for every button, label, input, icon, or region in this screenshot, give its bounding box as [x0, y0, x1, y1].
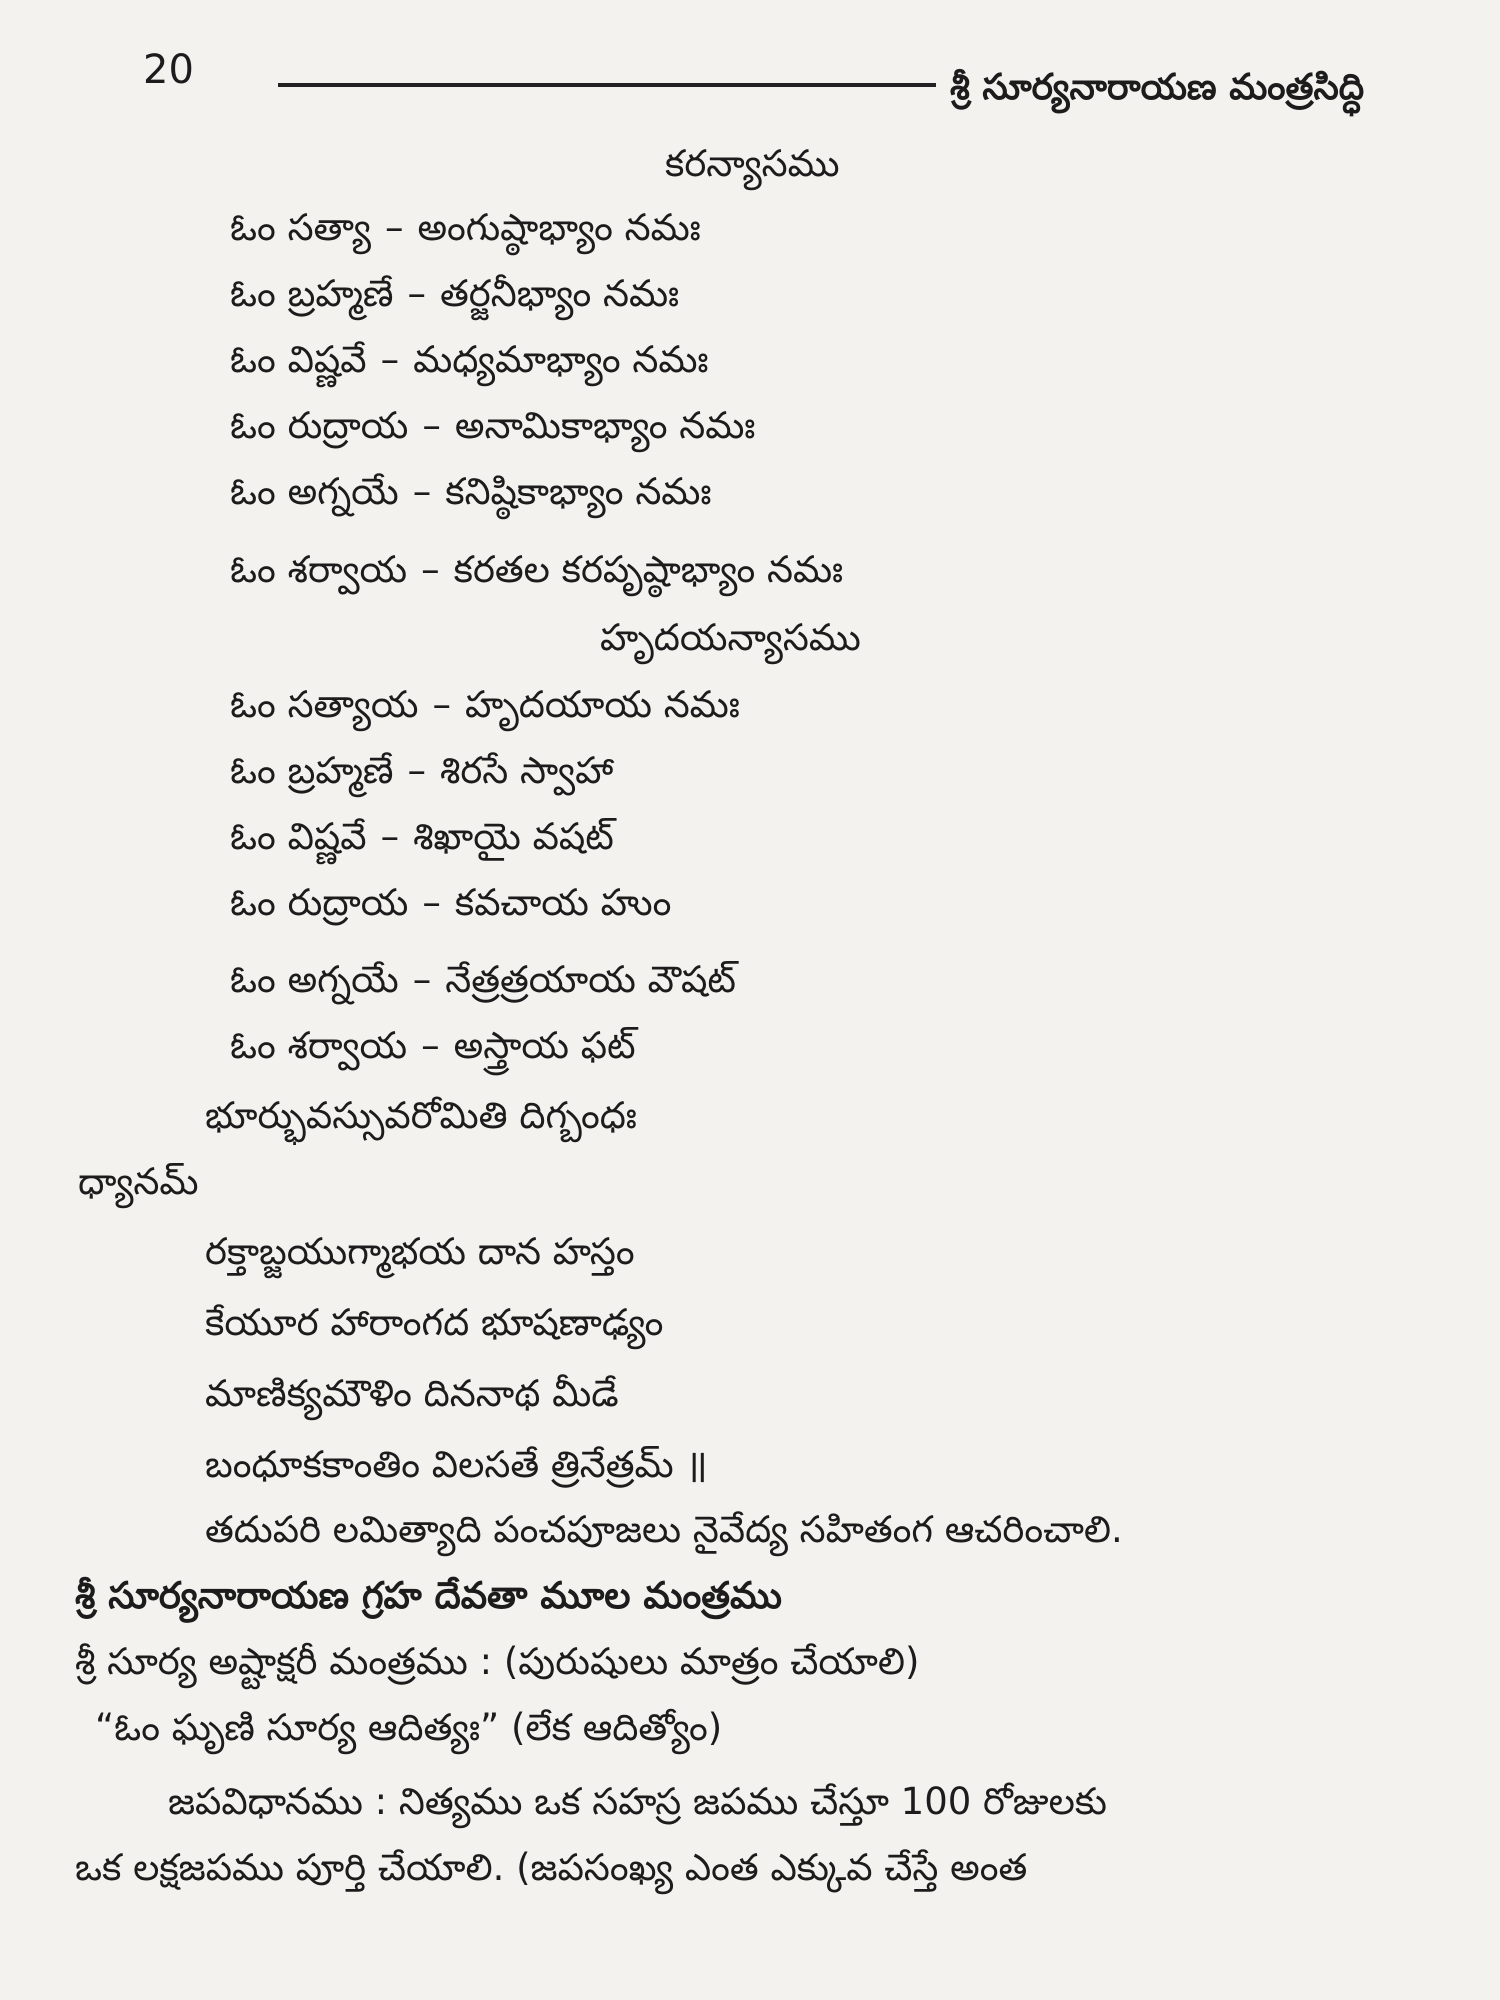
hridayanyasa-line — [230, 1018, 636, 1074]
karanyasa-heading: కరన్యాసము — [665, 142, 840, 185]
karanyasa-line — [230, 398, 755, 454]
hridayanyasa-right: కవచాయ హుం — [454, 881, 672, 924]
dash: – — [421, 1024, 440, 1067]
karanyasa-line — [230, 200, 701, 256]
dash: – — [412, 470, 432, 513]
header-rule — [278, 83, 936, 87]
dash: – — [412, 958, 432, 1001]
karanyasa-right: అనామికాభ్యాం నమః — [454, 404, 756, 447]
dhyanam-verse: బంధూకకాంతిం విలసతే త్రినేత్రమ్ ॥ — [205, 1443, 708, 1486]
japa-line-1: జపవిధానము : నిత్యము ఒక సహస్ర జపము చేస్తూ 100 రోజులకు — [168, 1780, 1107, 1823]
japa-line-2: ఒక లక్షజపము పూర్తి చేయాలి. (జపసంఖ్య ఎంత ఎక్కువ చేస్తే అంత — [75, 1846, 1028, 1889]
dash: – — [421, 548, 440, 591]
karanyasa-left: ఓం శర్వాయ — [230, 548, 408, 591]
dhyanam-verse: కేయూర హారాంగద భూషణాఢ్యం — [205, 1301, 664, 1344]
hridayanyasa-left: ఓం అగ్నయే — [230, 958, 399, 1001]
karanyasa-right: కనిష్ఠికాభ్యాం నమః — [445, 470, 712, 513]
digbandha-line: భూర్భువస్సువరోమితి దిగ్బంధః — [205, 1094, 637, 1137]
page-header — [0, 40, 1500, 130]
running-title: శ్రీ సూర్యనారాయణ మంత్రసిద్ధి — [950, 67, 1365, 108]
dash: – — [407, 272, 426, 315]
hridayanyasa-left: ఓం సత్యాయ — [230, 683, 419, 726]
hridayanyasa-left: ఓం రుద్రాయ — [230, 881, 409, 924]
hridayanyasa-line — [230, 809, 614, 865]
karanyasa-right: కరతల కరపృష్ఠాభ్యాం నమః — [453, 548, 844, 591]
mula-mantra-heading: శ్రీ సూర్యనారాయణ గ్రహ దేవతా మూల మంత్రము — [75, 1574, 782, 1617]
karanyasa-right: మధ్యమాభ్యాం నమః — [413, 338, 709, 381]
hridayanyasa-right: అస్త్రాయ ఫట్ — [453, 1024, 636, 1067]
dash: – — [432, 683, 452, 726]
ashtakshari-line: శ్రీ సూర్య అష్టాక్షరీ మంత్రము : (పురుషులు మాత్రం చేయాలి) — [75, 1640, 920, 1683]
hridayanyasa-right: నేత్రత్రయాయ వౌషట్ — [445, 958, 736, 1001]
karanyasa-right: తర్జనీభ్యాం నమః — [440, 272, 680, 315]
karanyasa-left: ఓం అగ్నయే — [230, 470, 399, 513]
karanyasa-left: ఓం విష్ణవే — [230, 338, 367, 381]
dash: – — [422, 404, 441, 447]
mantra-line: “ఓం ఘృణి సూర్య ఆదిత్యః” (లేక ఆదిత్యోం) — [95, 1706, 723, 1749]
dash: – — [407, 749, 426, 792]
hridayanyasa-left: ఓం విష్ణవే — [230, 815, 367, 858]
dhyanam-heading: ధ్యానమ్ — [78, 1160, 199, 1203]
hridayanyasa-line — [230, 677, 740, 733]
dhyanam-verse: రక్తాబ్జయుగ్మాభయ దాన హస్తం — [205, 1230, 635, 1273]
karanyasa-left: ఓం సత్యా — [230, 206, 371, 249]
hridayanyasa-right: శిఖాయై వషట్ — [413, 815, 614, 858]
hridayanyasa-line — [230, 952, 736, 1008]
dash: – — [380, 338, 400, 381]
hridayanyasa-right: శిరసే స్వాహా — [440, 749, 614, 792]
karanyasa-right: అంగుష్ఠాభ్యాం నమః — [417, 206, 701, 249]
karanyasa-left: ఓం రుద్రాయ — [230, 404, 409, 447]
dash: – — [384, 206, 404, 249]
karanyasa-line — [230, 332, 708, 388]
dhyanam-verse: మాణిక్యమౌళిం దిననాథ మీడే — [205, 1372, 619, 1415]
dash: – — [422, 881, 441, 924]
hridayanyasa-line — [230, 875, 671, 931]
karanyasa-left: ఓం బ్రహ్మణే — [230, 272, 394, 315]
hridayanyasa-left: ఓం బ్రహ్మణే — [230, 749, 394, 792]
hridayanyasa-heading: హృదయన్యాసము — [600, 616, 861, 659]
karanyasa-line — [230, 266, 679, 322]
karanyasa-line — [230, 542, 843, 598]
hridayanyasa-line — [230, 743, 613, 799]
hridayanyasa-left: ఓం శర్వాయ — [230, 1024, 408, 1067]
instruction-line: తదుపరి లమిత్యాది పంచపూజలు నైవేద్య సహితంగ ఆచరించాలి. — [205, 1508, 1123, 1551]
page-number: 20 — [143, 47, 194, 93]
dash: – — [380, 815, 400, 858]
karanyasa-line — [230, 464, 711, 520]
hridayanyasa-right: హృదయాయ నమః — [465, 683, 740, 726]
